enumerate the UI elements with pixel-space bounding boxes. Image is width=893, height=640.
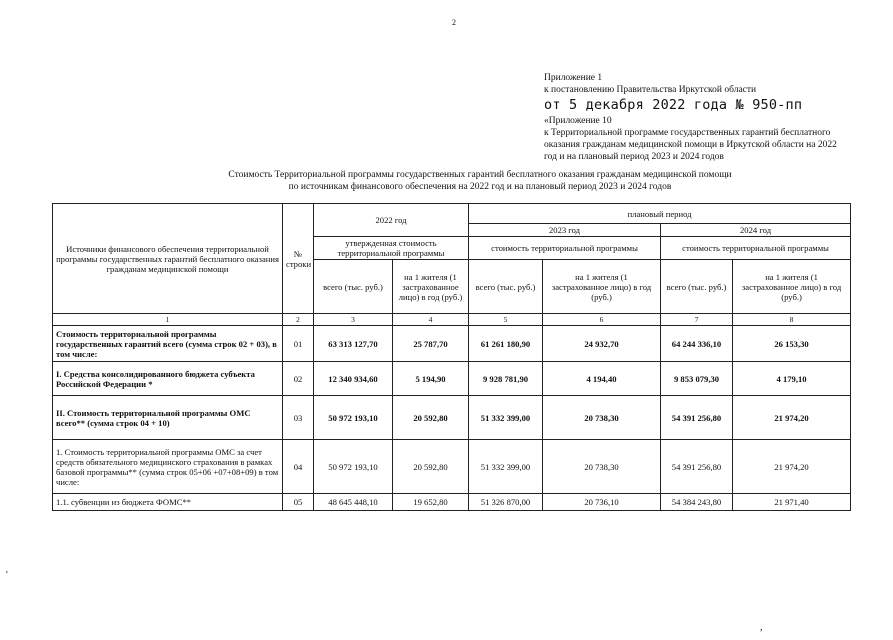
title-line: Стоимость Территориальной программы государственных гарантий бесплатного оказания гражданам медицинской помощи	[228, 170, 732, 180]
row-number: 01	[283, 326, 314, 362]
cost-table	[52, 203, 851, 511]
column-number: 8	[733, 314, 851, 326]
cell-2024-per-resident: 21 971,40	[733, 494, 851, 511]
cell-2023-total: 51 332 399,00	[469, 396, 543, 440]
cell-2023-total: 51 332 399,00	[469, 440, 543, 494]
table-row	[53, 396, 851, 440]
row-label: 1.1. субвенции из бюджета ФОМС**	[53, 494, 283, 511]
appendix-line: к постановлению Правительства Иркутской области	[544, 85, 757, 95]
title-line: по источникам финансового обеспечения на 2022 год и на плановый период 2023 и 2024 годов	[288, 181, 672, 192]
cell-2022-per-resident: 19 652,80	[393, 494, 469, 511]
cell-2024-per-resident: 21 974,20	[733, 396, 851, 440]
table-row	[53, 440, 851, 494]
column-number: 6	[543, 314, 661, 326]
cell-2022-total: 50 972 193,10	[314, 396, 393, 440]
header-total: всего (тыс. руб.)	[314, 260, 393, 314]
appendix-line: к Территориальной программе государственных гарантий бесплатного	[544, 128, 831, 138]
cell-2022-per-resident: 20 592,80	[393, 396, 469, 440]
header-program-cost-2023: стоимость территориальной программы	[469, 237, 661, 260]
column-number: 3	[314, 314, 393, 326]
header-year-2023: 2023 год	[469, 224, 661, 237]
header-per-resident: на 1 жителя (1 застрахованное лицо) в год (руб.)	[393, 260, 469, 314]
appendix-line: Приложение 1	[544, 73, 603, 83]
cell-2024-total: 9 853 079,30	[661, 362, 733, 396]
row-number: 03	[283, 396, 314, 440]
cell-2022-total: 48 645 448,10	[314, 494, 393, 511]
cell-2023-per-resident: 24 932,70	[543, 326, 661, 362]
header-per-resident: на 1 жителя (1 застрахованное лицо) в год (руб.)	[543, 260, 661, 314]
cell-2022-per-resident: 25 787,70	[393, 326, 469, 362]
header-per-resident: на 1 жителя (1 застрахованное лицо) в год (руб.)	[733, 260, 851, 314]
cell-2024-per-resident: 26 153,30	[733, 326, 851, 362]
appendix-line: год и на плановый период 2023 и 2024 годов	[544, 152, 724, 162]
appendix-block	[544, 72, 837, 163]
header-planned-period: плановый период	[469, 204, 851, 224]
cell-2024-total: 54 391 256,80	[661, 396, 733, 440]
row-number: 04	[283, 440, 314, 494]
scan-mark: '	[6, 570, 8, 581]
column-number: 1	[53, 314, 283, 326]
row-label: 1. Стоимость территориальной программы ОМС за счет средств обязательного медицинского страхования в рамках базовой программы** (сумма строк 05+06 +07+08+09) в том числе:	[53, 440, 283, 494]
header-program-cost-2024: стоимость территориальной программы	[661, 237, 851, 260]
column-number: 4	[393, 314, 469, 326]
appendix-line: «Приложение 10	[544, 116, 612, 126]
cell-2024-total: 64 244 336,10	[661, 326, 733, 362]
cell-2024-total: 54 391 256,80	[661, 440, 733, 494]
column-number: 5	[469, 314, 543, 326]
cell-2023-per-resident: 20 738,30	[543, 396, 661, 440]
header-total: всего (тыс. руб.)	[661, 260, 733, 314]
table-row	[53, 326, 851, 362]
cell-2022-total: 50 972 193,10	[314, 440, 393, 494]
decree-date-stamp: от 5 декабря 2022 года № 950-пп	[544, 97, 803, 113]
appendix-line: оказания гражданам медицинской помощи в Иркутской области на 2022	[544, 140, 837, 150]
cell-2022-total: 63 313 127,70	[314, 326, 393, 362]
cell-2024-total: 54 384 243,80	[661, 494, 733, 511]
header-row-number-column: № строки	[283, 204, 314, 314]
table-row	[53, 494, 851, 511]
cell-2024-per-resident: 4 179,10	[733, 362, 851, 396]
table-row	[53, 362, 851, 396]
column-number-row	[53, 314, 851, 326]
row-label: I. Средства консолидированного бюджета субъекта Российской Федерации *	[53, 362, 283, 396]
cell-2022-per-resident: 5 194,90	[393, 362, 469, 396]
cell-2022-total: 12 340 934,60	[314, 362, 393, 396]
cell-2022-per-resident: 20 592,80	[393, 440, 469, 494]
header-total: всего (тыс. руб.)	[469, 260, 543, 314]
document-title	[120, 170, 840, 193]
row-number: 05	[283, 494, 314, 511]
header-year-2024: 2024 год	[661, 224, 851, 237]
cell-2023-total: 61 261 180,90	[469, 326, 543, 362]
header-source-column: Источники финансового обеспечения территориальной программы государственных гарантий бесплатного оказания гражданам медицинской помощи	[53, 204, 283, 314]
row-label: II. Стоимость территориальной программы ОМС всего** (сумма строк 04 + 10)	[53, 396, 283, 440]
scan-mark: ,	[760, 622, 763, 633]
header-approved-cost: утвержденная стоимость территориальной программы	[314, 237, 469, 260]
cell-2024-per-resident: 21 974,20	[733, 440, 851, 494]
column-number: 7	[661, 314, 733, 326]
page-number: 2	[452, 18, 456, 27]
cell-2023-total: 51 326 870,00	[469, 494, 543, 511]
header-row	[53, 204, 851, 224]
cell-2023-per-resident: 20 738,30	[543, 440, 661, 494]
column-number: 2	[283, 314, 314, 326]
cell-2023-total: 9 928 781,90	[469, 362, 543, 396]
row-label: Стоимость территориальной программы государственных гарантий всего (сумма строк 02 + 03), в том числе:	[53, 326, 283, 362]
header-year-2022: 2022 год	[314, 204, 469, 237]
row-number: 02	[283, 362, 314, 396]
cell-2023-per-resident: 20 736,10	[543, 494, 661, 511]
cell-2023-per-resident: 4 194,40	[543, 362, 661, 396]
